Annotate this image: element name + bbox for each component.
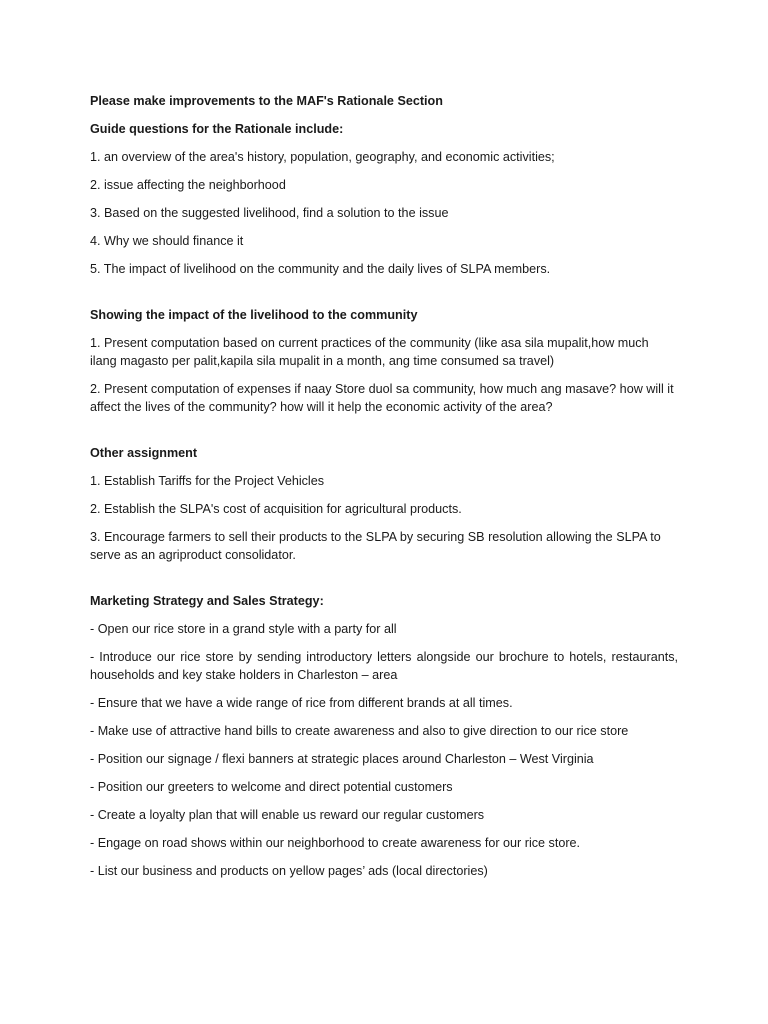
marketing-item: - Engage on road shows within our neighborhood to create awareness for our rice store.	[90, 836, 581, 850]
section-spacer	[90, 574, 678, 592]
section-spacer	[90, 288, 678, 306]
other-title: Other assignment	[90, 446, 198, 460]
impact-title: Showing the impact of the livelihood to the community	[90, 308, 418, 322]
rationale-subtitle: Guide questions for the Rationale include:	[90, 122, 344, 136]
marketing-item: - Introduce our rice store by sending introductory letters alongside our brochure to hotels, restaurants, households and key stake holders in Charleston – area	[90, 650, 678, 682]
rationale-item: 5. The impact of livelihood on the community and the daily lives of SLPA members.	[90, 262, 551, 276]
marketing-item: - Position our signage / flexi banners at strategic places around Charleston – West Virginia	[90, 752, 594, 766]
other-item: 1. Establish Tariffs for the Project Vehicles	[90, 474, 325, 488]
rationale-item: 3. Based on the suggested livelihood, find a solution to the issue	[90, 206, 449, 220]
rationale-title: Please make improvements to the MAF's Rationale Section	[90, 94, 443, 108]
marketing-item: - Open our rice store in a grand style with a party for all	[90, 622, 397, 636]
marketing-item: - List our business and products on yellow pages’ ads (local directories)	[90, 864, 488, 878]
other-item: 3. Encourage farmers to sell their products to the SLPA by securing SB resolution allowing the SLPA to serve as an agriproduct consolidator.	[90, 530, 661, 562]
marketing-item: - Make use of attractive hand bills to create awareness and also to give direction to our rice store	[90, 724, 629, 738]
document-page	[90, 92, 678, 890]
section-spacer	[90, 426, 678, 444]
other-item: 2. Establish the SLPA's cost of acquisition for agricultural products.	[90, 502, 462, 516]
rationale-item: 4. Why we should finance it	[90, 234, 244, 248]
marketing-item: - Create a loyalty plan that will enable us reward our regular customers	[90, 808, 485, 822]
marketing-title: Marketing Strategy and Sales Strategy:	[90, 594, 324, 608]
marketing-item: - Ensure that we have a wide range of rice from different brands at all times.	[90, 696, 513, 710]
rationale-item: 1. an overview of the area's history, population, geography, and economic activities;	[90, 150, 555, 164]
impact-item: 1. Present computation based on current practices of the community (like asa sila mupalit,how much ilang magasto per palit,kapila sila mupalit in a month, ang time consumed sa travel)	[90, 336, 649, 368]
impact-item: 2. Present computation of expenses if naay Store duol sa community, how much ang masave? how will it affect the lives of the community? how will it help the economic activity of the area?	[90, 382, 674, 414]
marketing-item: - Position our greeters to welcome and direct potential customers	[90, 780, 453, 794]
rationale-item: 2. issue affecting the neighborhood	[90, 178, 286, 192]
